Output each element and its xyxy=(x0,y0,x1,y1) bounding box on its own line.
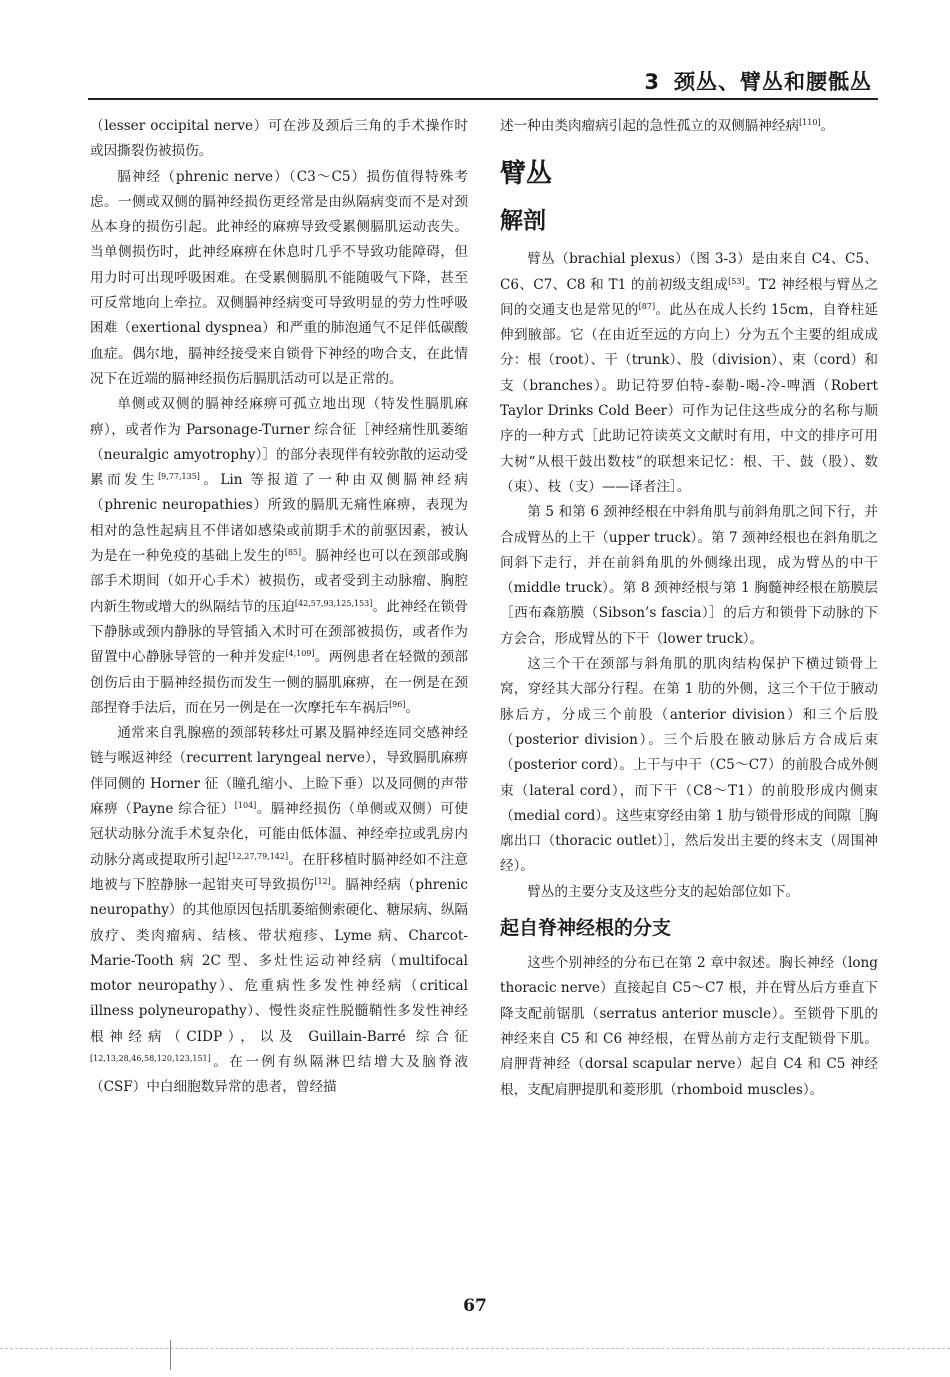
page-number: 67 xyxy=(463,1296,487,1316)
text-run: 。在一例有纵隔淋巴结增大及脑脊液（CSF）中白细胞数异常的患者，曾经描 xyxy=(90,1053,468,1096)
text-run: 通常来自乳腺癌的颈部转移灶可累及膈神经连同交感神经链与喉返神经（recurrent laryngeal nerve），导致膈肌麻痹伴同侧的 Horner 征（瞳孔缩小、上睑下垂）以及同侧的声带麻痹（Payne 综合征） xyxy=(90,725,468,818)
sub-subsection-heading: 起自脊神经根的分支 xyxy=(500,917,672,940)
text-run: 。膈神经损伤（单侧或双侧）可使冠状动脉分流手术复杂化，可能由低体温、神经牵拉或乳房内动脉分离或提取所引起 xyxy=(90,801,468,868)
citation: [12,27,79,142] xyxy=(228,851,289,861)
text-run: 臂丛（brachial plexus）（图 3-3）是由来自 C4、C5、C6、C7、C8 和 T1 的前初级支组成 xyxy=(500,251,878,293)
text-run: 。此丛在成人长约 15cm，自脊柱延伸到腋部。它（在由近至远的方向上）分为五个主要的组成成分：根（root）、干（trunk）、股（division）、束（cord）和支（branches）。助记符罗伯特-泰勒-喝-冷-啤酒（Robert Taylor Drinks Cold Beer）可作为记住这些成分的名称与顺序的一种方式［此助记符读英文文献时有用，中文的排序可用大树“从根干鼓出数枝”的联想来记忆：根、干、鼓（股）、数（束）、枝（支）——译者注］。 xyxy=(500,301,878,495)
footer-tick xyxy=(170,1340,171,1370)
text-run: 。在肝移植时膈神经如不注意地被与下腔静脉一起钳夹可导致损伤 xyxy=(90,851,469,893)
text-run: 。Lin 等报道了一种由双侧膈神经病（phrenic neuropathies）所致的膈肌无痛性麻痹，表现为相对的急性起病且不伴诸如感染或前期手术的前驱因素，被认为是在一种免疫的基础上发生的 xyxy=(90,472,469,565)
text-run: 。此神经在锁骨下静脉或颈内静脉的导管插入术时可在颈部被损伤，或者作为留置中心静脉导管的一种并发症 xyxy=(90,598,469,666)
citation: [42,57,93,125,153] xyxy=(294,598,373,608)
section-heading: 臂丛 xyxy=(500,159,553,190)
paragraph: 这些个别神经的分布已在第 2 章中叙述。胸长神经（long thoracic nerve）直接起自 C5～C7 根，并在臂丛后方垂直下降支配前锯肌（serratus anterior muscle）。至锁骨下肌的神经来自 C5 和 C6 神经根，在臂丛前方走行支配锁骨下肌。肩胛背神经（dorsal scapular nerve）起自 C4 和 C5 神经根，支配肩胛提肌和菱形肌（rhomboid muscles）。 xyxy=(500,955,878,1098)
paragraph xyxy=(90,392,468,721)
citation: [85] xyxy=(284,548,302,558)
text-run: 。 xyxy=(405,699,420,716)
running-head xyxy=(644,66,872,96)
text-run: 。T2 神经根与臂丛之间的交通支也是常见的 xyxy=(500,276,878,318)
right-column xyxy=(500,114,878,1103)
paragraph: 臂丛的主要分支及这些分支的起始部位如下。 xyxy=(527,883,800,900)
paragraph xyxy=(500,247,878,500)
citation: [12] xyxy=(314,876,331,886)
paragraph xyxy=(500,114,878,139)
citation: [110] xyxy=(799,118,821,127)
text-run: 单侧或双侧的膈神经麻痹可孤立地出现（特发性膈肌麻痹），或者作为 Parsonage-Turner 综合征［神经痛性肌萎缩（neuralgic amyotrophy）］的部分表现伴有较弥散的运动受累而发生 xyxy=(90,396,468,489)
paragraph: 这三个干在颈部与斜角肌的肌肉结构保护下横过锁骨上窝，穿经其大部分行程。在第 1 肋的外侧，这三个干位于腋动脉后方，分成三个前股（anterior division）和三个后股（posterior division）。三个后股在腋动脉后方合成后束（posterior cord）。上干与中干（C5～C7）的前股合成外侧束（lateral cord），而下干（C8～T1）的前股形成内侧束（medial cord）。这些束穿经由第 1 肋与锁骨形成的间隙［胸廓出口（thoracic outlet）］，然后发出主要的终末支（周围神经）。 xyxy=(500,656,878,875)
text-run: 。两例患者在轻微的颈部创伤后由于膈神经损伤而发生一侧的膈肌麻痹，在一例是在颈部捏脊手法后，而在另一例是在一次摩托车车祸后 xyxy=(90,649,469,716)
paragraph xyxy=(90,721,468,1100)
citation: [87] xyxy=(638,301,656,311)
paragraph: 膈神经（phrenic nerve）（C3～C5）损伤值得特殊考虑。一侧或双侧的膈神经损伤更经常是由纵隔病变而不是对颈丛本身的损伤引起。此神经的麻痹导致受累侧膈肌运动丧失。当单侧损伤时，此神经麻痹在休息时几乎不导致功能障碍，但用力时可出现呼吸困难。在受累侧膈肌不能随吸气下降，甚至可反常地向上牵拉。双侧膈神经病变可导致明显的劳力性呼吸困难（exertional dyspnea）和严重的肺泡通气不足伴低碳酸血症。偶尔地，膈神经接受来自锁骨下神经的吻合支，在此情况下在近端的膈神经损伤后膈肌活动可以是正常的。 xyxy=(90,168,468,387)
subsection-heading: 解剖 xyxy=(500,208,546,235)
citation: [96] xyxy=(389,699,406,709)
footer-rule xyxy=(0,1348,950,1349)
header-rule xyxy=(88,98,878,100)
text-run: 述一种由类肉瘤病引起的急性孤立的双侧膈神经病 xyxy=(500,118,800,134)
citation: [9,77,135] xyxy=(158,472,200,482)
citation: [104] xyxy=(234,801,257,811)
text-run: 。 xyxy=(820,118,835,134)
citation: [4,109] xyxy=(285,649,315,659)
chapter-number: 3 xyxy=(644,70,660,94)
chapter-title: 颈丛、臂丛和腰骶丛 xyxy=(674,70,872,94)
left-column xyxy=(90,114,468,1101)
citation: [53] xyxy=(728,276,745,286)
citation: [12,13,28,46,58,120,123,151] xyxy=(90,1053,211,1063)
paragraph: 第 5 和第 6 颈神经根在中斜角肌与前斜角肌之间下行，并合成臂丛的上干（upper truck）。第 7 颈神经根也在斜角肌之间斜下走行，并在前斜角肌的外侧缘出现，成为臂丛的中干（middle truck）。第 8 颈神经根与第 1 胸髓神经根在筋膜层［西布森筋膜（Sibson’s fascia）］的后方和锁骨下动脉的下方会合，形成臂丛的下干（lower truck）。 xyxy=(500,504,878,647)
text-run: 。膈神经也可以在颈部或胸部手术期间（如开心手术）被损伤，或者受到主动脉瘤、胸腔内新生物或增大的纵隔结节的压迫 xyxy=(90,548,469,615)
paragraph: （lesser occipital nerve）可在涉及颈后三角的手术操作时或因撕裂伤被损伤。 xyxy=(90,118,468,160)
text-run: 。膈神经病（phrenic neuropathy）的其他原因包括肌萎缩侧索硬化、糖尿病、纵隔放疗、类肉瘤病、结核、带状疱疹、Lyme 病、Charcot-Marie-Tooth 病 2C 型、多灶性运动神经病（multifocal motor neuropathy）、危重病性多发性神经病（critical illness polyneuropathy）、慢性炎症性脱髓鞘性多发性神经根神经病（CIDP），以及 Guillain-Barré 综合征 xyxy=(90,876,469,1045)
